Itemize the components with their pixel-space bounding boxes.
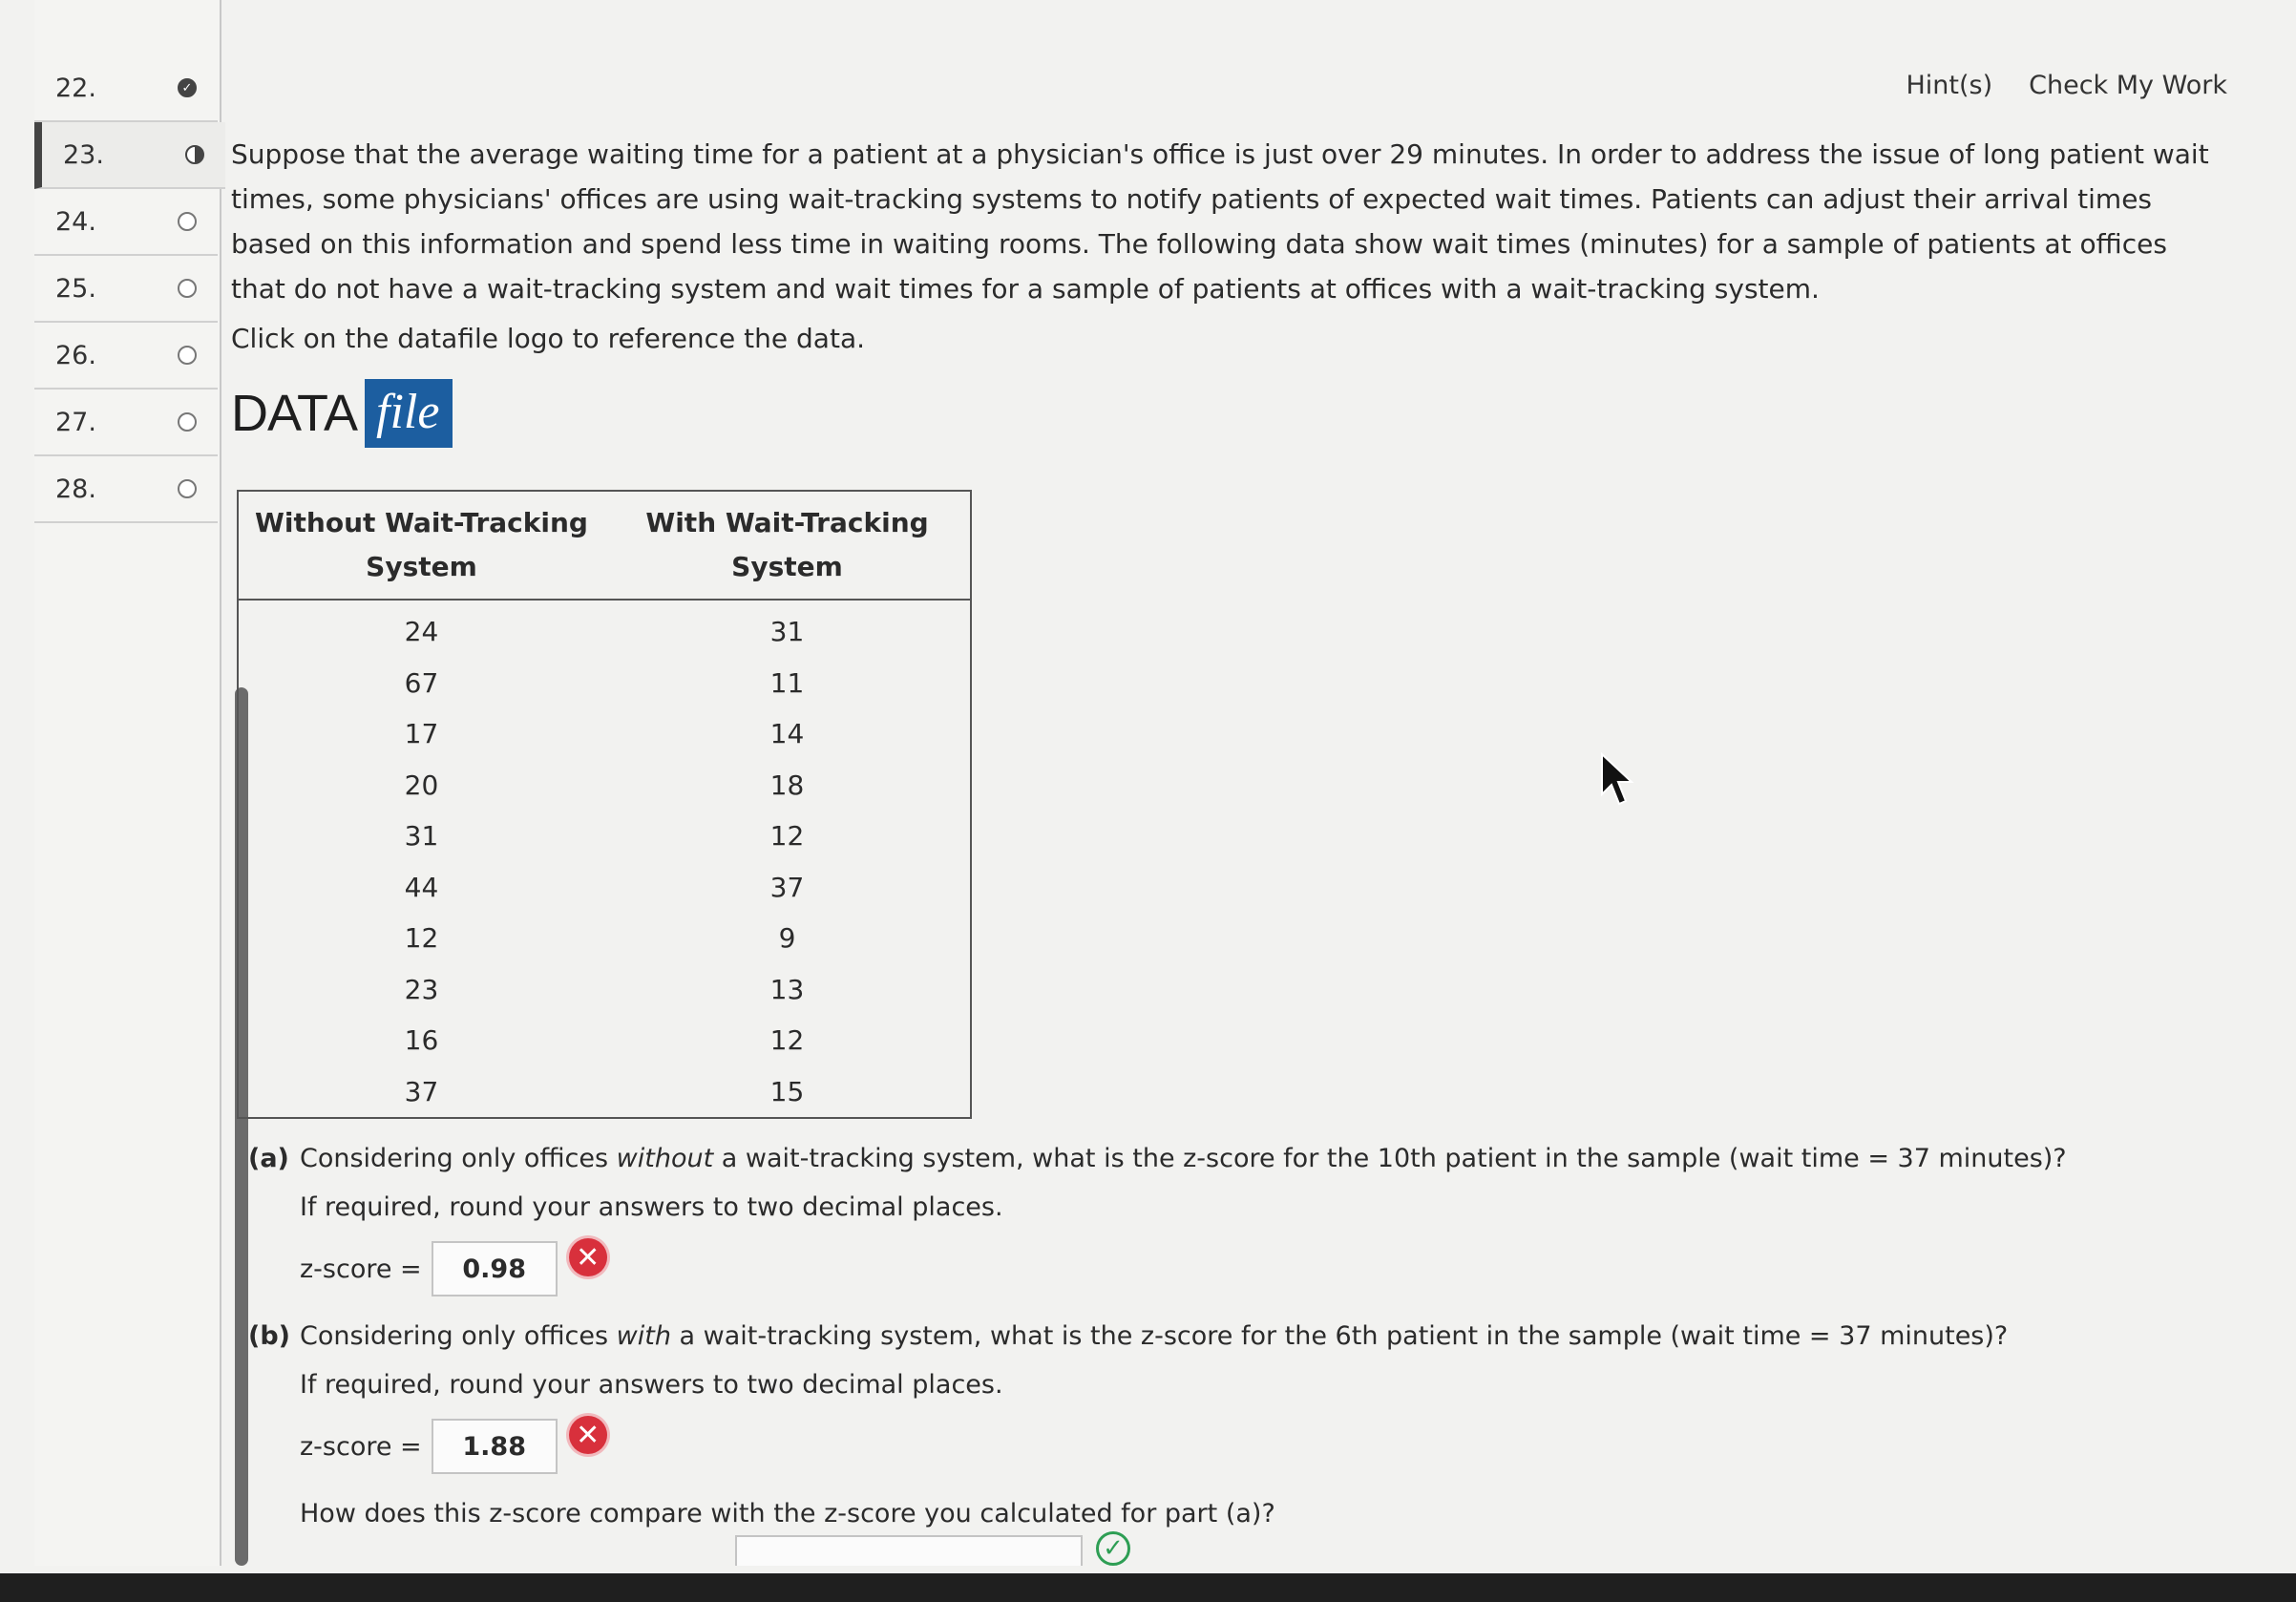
- cell-without-tracking: 23: [404, 973, 439, 1005]
- screen-bezel: [0, 1573, 2296, 1602]
- wait-time-table: [237, 490, 972, 1119]
- part-b-answer-row: [300, 1419, 2245, 1474]
- cell-without-tracking: 67: [404, 666, 439, 699]
- nav-item-27[interactable]: [34, 390, 218, 456]
- nav-item-23[interactable]: [34, 122, 225, 189]
- cell-without-tracking: 37: [404, 1075, 439, 1107]
- question-toolbar: [1906, 71, 2227, 100]
- part-a: [248, 1144, 2245, 1296]
- cell-with-tracking: 15: [769, 1075, 805, 1107]
- cell-without-tracking: 17: [404, 718, 439, 750]
- incorrect-icon: ✕: [569, 1416, 607, 1454]
- table-row: [238, 1066, 971, 1119]
- cell-with-tracking: 12: [769, 1024, 805, 1057]
- nav-item-number: 22.: [55, 73, 96, 103]
- compare-dropdown[interactable]: [735, 1535, 1083, 1566]
- incorrect-icon: ✕: [569, 1238, 607, 1276]
- empty-status-icon: [178, 212, 197, 231]
- cell-with-tracking: 12: [769, 820, 805, 853]
- table-row: [238, 658, 971, 709]
- cell-with-tracking: 14: [769, 718, 805, 750]
- cell-without-tracking: 31: [404, 820, 439, 853]
- cell-without-tracking: 24: [404, 616, 439, 648]
- table-row: [238, 708, 971, 760]
- cell-with-tracking: 13: [769, 973, 805, 1005]
- nav-item-number: 27.: [55, 407, 96, 437]
- cell-with-tracking: 9: [778, 922, 796, 955]
- datafile-logo-data: DATA: [231, 385, 358, 442]
- question-content: [231, 132, 2245, 1528]
- nav-item-24[interactable]: [34, 189, 218, 256]
- cell-without-tracking: 16: [404, 1024, 439, 1057]
- cell-without-tracking: 12: [404, 922, 439, 955]
- nav-item-22[interactable]: [34, 55, 218, 122]
- nav-item-25[interactable]: [34, 256, 218, 323]
- part-b-question: Considering only offices with a wait-tracking system, what is the z-score for the 6th patient in the sample (wait time = 37 minutes)?: [300, 1321, 2009, 1351]
- nav-item-number: 24.: [55, 206, 96, 237]
- datafile-logo-file: file: [365, 379, 453, 448]
- table-row: [238, 760, 971, 812]
- empty-status-icon: [178, 346, 197, 365]
- nav-item-26[interactable]: [34, 323, 218, 390]
- part-a-letter: (a): [248, 1144, 289, 1173]
- nav-item-number: 25.: [55, 273, 96, 304]
- part-b-letter: (b): [248, 1321, 291, 1351]
- datafile-note: Click on the datafile logo to reference the data.: [231, 323, 866, 354]
- correct-icon: ✓: [1096, 1531, 1130, 1566]
- compare-prompt: How does this z-score compare with the z-score you calculated for part (a)?: [300, 1499, 1275, 1528]
- column-header-with: With Wait-Tracking System: [604, 491, 971, 600]
- cell-with-tracking: 37: [769, 871, 805, 903]
- cell-without-tracking: 44: [404, 871, 439, 903]
- z-score-label: z-score =: [300, 1254, 422, 1284]
- hints-link[interactable]: Hint(s): [1906, 71, 1993, 100]
- check-my-work-link[interactable]: Check My Work: [2029, 71, 2227, 100]
- z-score-label: z-score =: [300, 1431, 422, 1462]
- table-row: [238, 811, 971, 862]
- table-row: [238, 600, 971, 658]
- table-body: [238, 600, 971, 1118]
- mouse-cursor-icon: [1600, 752, 1638, 810]
- problem-statement: Suppose that the average waiting time for a patient at a physician's office is just over 29 minutes. In order to address the issue of long patient wait times, some physicians' offices are using wait-tracking systems to notify patients of expected wait times. Patients can adjust their arrival times based on this information and spend less time in waiting rooms. The following data show wait times (minutes) for a sample of patients at offices that do not have a wait-tracking system and wait times for a sample of patients at offices with a wait-tracking system.: [231, 138, 2209, 305]
- cell-with-tracking: 31: [769, 616, 805, 648]
- part-b-round-note: If required, round your answers to two decimal places.: [300, 1370, 1003, 1400]
- z-score-input-a[interactable]: 0.98: [432, 1241, 558, 1296]
- partial-status-icon: [185, 145, 204, 164]
- question-navigator: [34, 0, 221, 1566]
- table-row: [238, 1015, 971, 1066]
- part-a-answer-row: [300, 1241, 2245, 1296]
- part-a-question: Considering only offices without a wait-tracking system, what is the z-score for the 10th patient in the sample (wait time = 37 minutes)?: [300, 1144, 2067, 1173]
- z-score-input-b[interactable]: 1.88: [432, 1419, 558, 1474]
- nav-item-number: 26.: [55, 340, 96, 370]
- cell-with-tracking: 11: [769, 666, 805, 699]
- completed-status-icon: ✓: [178, 78, 197, 97]
- nav-item-number: 28.: [55, 474, 96, 504]
- nav-item-number: 23.: [63, 139, 104, 170]
- column-header-without: Without Wait-Tracking System: [238, 491, 604, 600]
- part-a-round-note: If required, round your answers to two decimal places.: [300, 1192, 1003, 1222]
- empty-status-icon: [178, 279, 197, 298]
- table-row: [238, 964, 971, 1016]
- table-row: [238, 862, 971, 914]
- empty-status-icon: [178, 479, 197, 498]
- cell-with-tracking: 18: [769, 769, 805, 801]
- part-b: [248, 1321, 2245, 1528]
- nav-item-28[interactable]: [34, 456, 218, 523]
- table-header-row: [238, 491, 971, 600]
- table-row: [238, 913, 971, 964]
- cell-without-tracking: 20: [404, 769, 439, 801]
- datafile-logo-button[interactable]: [231, 379, 2245, 448]
- empty-status-icon: [178, 412, 197, 432]
